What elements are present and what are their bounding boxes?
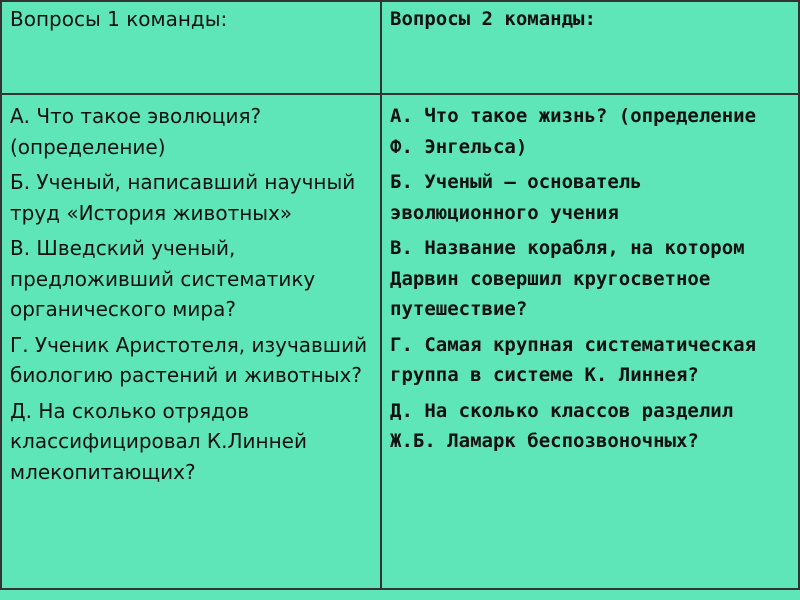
team2-question-g: Г. Самая крупная систематическая группа в системе К. Линнея?	[390, 333, 757, 386]
team1-header: Вопросы 1 команды:	[1, 1, 381, 94]
team2-question-a: А. Что такое жизнь? (определение Ф. Энгельса)	[390, 105, 757, 158]
team1-question-g: Г. Ученик Аристотеля, изучавший биологию растений и животных?	[10, 332, 368, 387]
team2-question-d: Д. На сколько классов разделил Ж.Б. Ламарк беспозвоночных?	[390, 399, 734, 452]
questions-row	[1, 94, 799, 589]
team2-question-v: В. Название корабля, на котором Дарвин совершил кругосветное путешествие?	[390, 237, 745, 320]
header-row	[1, 1, 799, 94]
team2-header: Вопросы 2 команды:	[381, 1, 799, 94]
team2-questions-cell	[381, 94, 799, 589]
team1-question-b: Б. Ученый, написавший научный труд «История животных»	[10, 170, 356, 225]
team1-question-d: Д. На сколько отрядов классифицировал К.Линней млекопитающих?	[10, 398, 307, 484]
team2-question-b: Б. Ученый – основатель эволюционного учения	[390, 171, 642, 224]
team1-question-v: В. Шведский ученый, предложивший систематику органического мира?	[10, 236, 316, 321]
team1-questions-cell	[1, 94, 381, 589]
team1-question-a: А. Что такое эволюция? (определение)	[10, 104, 262, 159]
